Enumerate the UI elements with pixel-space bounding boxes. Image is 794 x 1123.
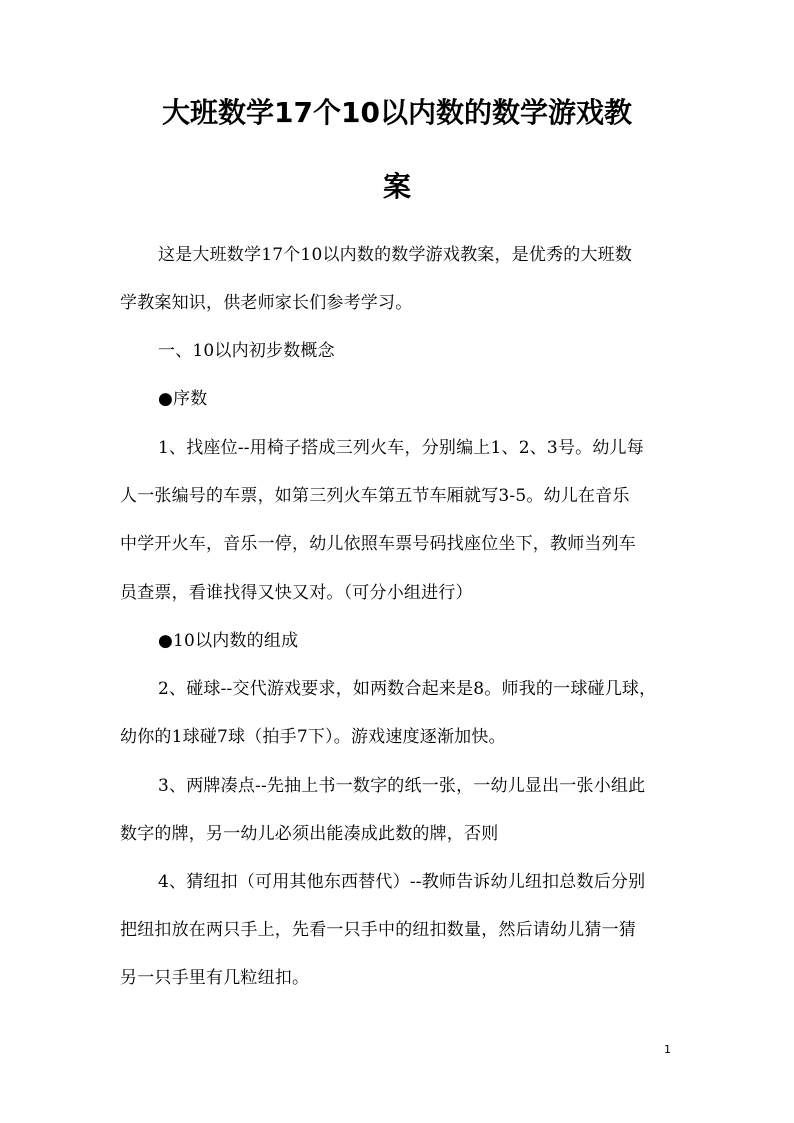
paragraph-line: 1、找座位--用椅子搭成三列火车，分别编上1、2、3号。幼儿每 <box>158 438 644 458</box>
subheading-composition <box>120 617 676 665</box>
section-heading-number-concepts <box>120 327 676 375</box>
document-title-line-1: 大班数学17个10以内数的数学游戏教 <box>162 96 632 129</box>
paragraph-line: 幼你的1球碰7球（拍手7下）。游戏速度逐渐加快。 <box>120 727 506 748</box>
paragraph-line: 另一只手里有几粒纽扣。 <box>120 968 310 989</box>
page-number: 1 <box>664 1043 671 1056</box>
document-title-line-2: 案 <box>382 170 411 203</box>
paragraph-line: 中学开火车，音乐一停，幼儿依照车票号码找座位坐下，教师当列车 <box>120 534 636 555</box>
paragraph-line: 学教案知识，供老师家长们参考学习。 <box>120 293 413 314</box>
paragraph-find-seat <box>120 424 676 617</box>
paragraph-line: 4、猜纽扣（可用其他东西替代）--教师告诉幼儿纽扣总数后分别 <box>158 872 646 892</box>
paragraph-line: 这是大班数学17个10以内数的数学游戏教案，是优秀的大班数 <box>158 245 633 265</box>
paragraph-line: 数字的牌，另一幼儿必须出能凑成此数的牌，否则 <box>120 824 499 845</box>
paragraph-line: ●10以内数的组成 <box>158 631 299 651</box>
paragraph-line: 人一张编号的车票，如第三列火车第五节车厢就写3-5。幼儿在音乐 <box>120 486 630 507</box>
paragraph-line: 3、两牌凑点--先抽上书一数字的纸一张，一幼儿显出一张小组此 <box>158 776 646 796</box>
paragraph-bump-ball <box>120 665 676 761</box>
paragraph-card-pairs <box>120 762 676 858</box>
paragraph-line: 一、10以内初步数概念 <box>158 341 335 361</box>
paragraph-line: 把纽扣放在两只手上，先看一只手中的纽扣数量，然后请幼儿猜一猜 <box>120 920 636 941</box>
paragraph-intro <box>120 231 676 327</box>
paragraph-line: ●序数 <box>158 389 208 409</box>
paragraph-line: 员查票，看谁找得又快又对。（可分小组进行） <box>120 582 473 603</box>
paragraph-guess-buttons <box>120 858 676 1003</box>
paragraph-line: 2、碰球--交代游戏要求，如两数合起来是8。师我的一球碰几球， <box>158 679 657 699</box>
subheading-ordinal <box>120 375 676 423</box>
